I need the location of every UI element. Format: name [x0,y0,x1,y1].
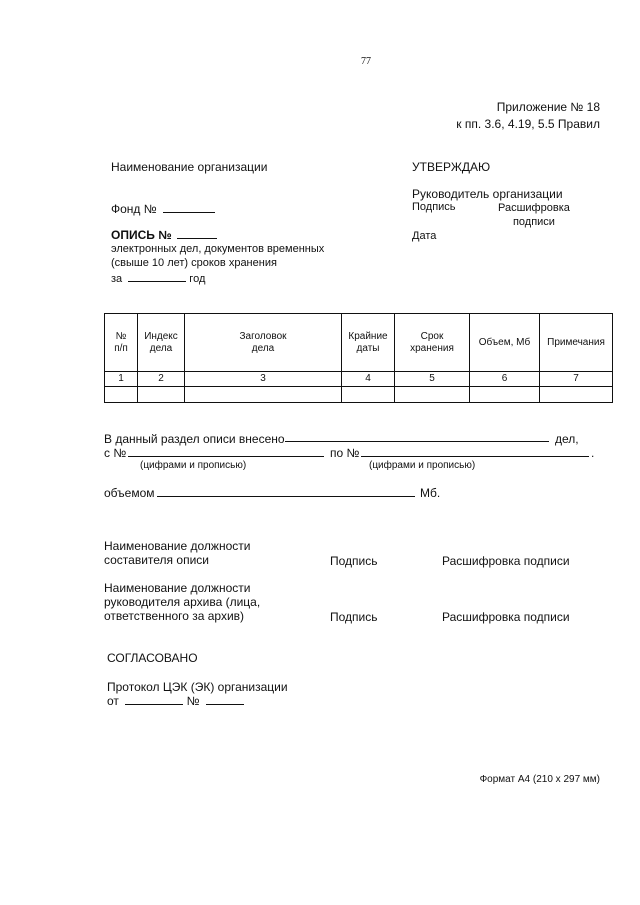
compiler-position-line1: Наименование должности [104,539,251,553]
protocol-number-blank [206,694,244,705]
archive-position-line1: Наименование должности [104,581,251,595]
fond-label: Фонд № [111,202,157,216]
approve-decoding: Расшифровка подписи [498,202,570,228]
agreed-protocol: Протокол ЦЭК (ЭК) организации [107,680,288,694]
table-number-row [105,372,613,387]
approve-title: УТВЕРЖДАЮ [412,160,491,174]
header-volume: Объем, Мб [470,314,540,372]
to-number-blank [361,456,589,457]
paper-format: Формат А4 (210 x 297 мм) [479,774,600,785]
header-dates: Крайние даты [342,314,395,372]
archive-position-line2: руководителя архива (лица, [104,595,261,609]
opis-title-field [111,228,217,242]
agreed-no: № [186,694,200,708]
volume-blank [157,496,415,497]
table-empty-row [105,387,613,403]
year-suffix: год [189,273,206,285]
col-number-2: 2 [138,372,185,387]
summary-line1-prefix: В данный раздел описи внесено [104,432,285,446]
header-number: № п/п [105,314,138,372]
archive-position-line3: ответственного за архив) [104,609,245,623]
compiler-decoding: Расшифровка подписи [442,554,570,568]
appendix-title: Приложение № 18 [496,100,600,114]
approve-date: Дата [412,230,437,242]
archive-signature: Подпись [330,610,378,624]
page-number: 77 [361,56,371,67]
table-cell [342,387,395,403]
compiler-position-line2: составителя описи [104,553,209,567]
summary-line2-mid: по № [330,446,360,460]
summary-line2-prefix: с № [104,446,127,460]
col-number-5: 5 [395,372,470,387]
summary-line2-end: . [591,446,595,460]
col-number-4: 4 [342,372,395,387]
approve-signature: Подпись [412,201,456,213]
year-blank [128,271,186,282]
table-header-row [105,314,613,372]
hint-left: (цифрами и прописью) [140,460,247,471]
col-number-1: 1 [105,372,138,387]
compiler-signature: Подпись [330,554,378,568]
year-prefix: за [111,273,123,285]
fond-field [111,202,215,216]
opis-desc-line1: электронных дел, документов временных [111,243,325,255]
table-cell [185,387,342,403]
approve-head: Руководитель организации [412,187,563,201]
volume-prefix: объемом [104,486,155,500]
table-cell [138,387,185,403]
appendix-ref: к пп. 3.6, 4.19, 5.5 Правил [456,117,600,131]
opis-number-blank [177,228,217,239]
protocol-date-blank [125,694,183,705]
header-term: Срок хранения [395,314,470,372]
col-number-7: 7 [540,372,613,387]
table-cell [395,387,470,403]
agreed-date-field [107,694,244,708]
summary-line1-suffix: дел, [555,432,579,446]
year-field [111,271,205,285]
fond-number-blank [163,202,215,213]
org-name-label: Наименование организации [111,160,268,174]
header-index: Индекс дела [138,314,185,372]
header-title: Заголовок дела [185,314,342,372]
opis-desc-line2: (свыше 10 лет) сроков хранения [111,257,277,269]
table-cell [470,387,540,403]
agreed-title: СОГЛАСОВАНО [107,651,198,665]
volume-suffix: Мб. [420,486,441,500]
hint-right: (цифрами и прописью) [369,460,476,471]
col-number-6: 6 [470,372,540,387]
table-cell [105,387,138,403]
cases-count-blank [285,441,549,442]
inventory-table [104,313,613,403]
archive-decoding: Расшифровка подписи [442,610,570,624]
opis-title: ОПИСЬ № [111,228,172,242]
col-number-3: 3 [185,372,342,387]
table-cell [540,387,613,403]
from-number-blank [128,456,324,457]
agreed-from: от [107,694,119,708]
header-notes: Примечания [540,314,613,372]
